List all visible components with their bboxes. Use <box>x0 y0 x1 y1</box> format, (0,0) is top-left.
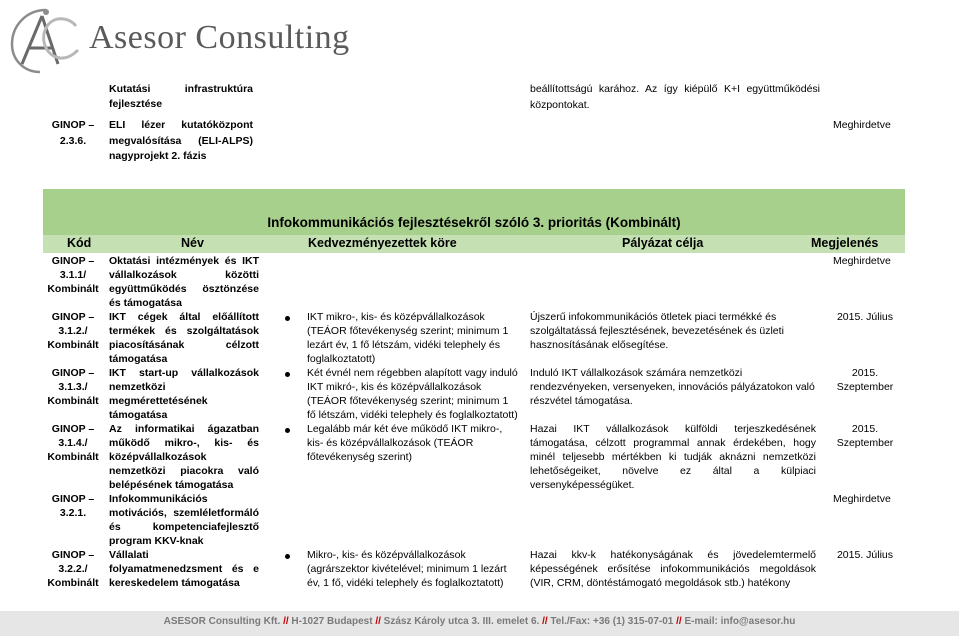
row-goal: beállítottságú karához. Az így kiépülő K+I együttműködési központokat. <box>530 83 820 111</box>
row-name: IKT start-up vállalkozások nemzetközi megmérettetésének támogatása <box>109 367 259 421</box>
footer-sep: // <box>542 616 548 627</box>
header-megj: Megjelenés <box>811 236 879 250</box>
footer-phone: Tel./Fax: +36 (1) 315-07-01 <box>550 616 674 627</box>
bullet-icon <box>285 372 290 377</box>
section-title-bar <box>43 189 905 235</box>
row-name: ELI lézer kutatóközpont megvalósítása (ELI-ALPS) nagyprojekt 2. fázis <box>109 119 253 162</box>
page-footer <box>0 611 959 636</box>
row-cel: Induló IKT vállalkozások számára nemzetközi rendezvényeken, versenyeken, innovációs pályázatokon való részvétel támogatása. <box>530 367 815 407</box>
row-name: Vállalati folyamatmenedzsment és e kereskedelem támogatása <box>109 549 259 589</box>
footer-sep: // <box>676 616 682 627</box>
row-code: GINOP – 3.1.4./ Kombinált <box>47 423 99 463</box>
row-megjelenes: 2015. Szeptember <box>836 367 894 393</box>
column-headers <box>43 235 905 253</box>
row-code: GINOP – 3.2.1. <box>51 493 95 519</box>
row-cel: Hazai IKT vállalkozások külföldi terjeszkedésének támogatása, célzott programmal annak érdekében, hogy minél teljesebb mértékben ki tudják aknázni nemzetközi lehetőségeiket, növelve ez által a külpiaci versenyképességüket. <box>530 423 816 491</box>
bullet-icon <box>285 428 290 433</box>
row-code: GINOP – 3.1.3./ Kombinált <box>47 367 99 407</box>
row-megjelenes: 2015. Július <box>836 311 894 323</box>
header-kedv: Kedvezményezettek köre <box>308 236 457 250</box>
header-kod: Kód <box>67 236 92 250</box>
row-megjelenes: Meghirdetve <box>833 493 891 505</box>
footer-sep: // <box>283 616 289 627</box>
section-title: Infokommunikációs fejlesztésekről szóló 3. prioritás (Kombinált) <box>267 215 681 230</box>
row-name-cont: fejlesztése <box>109 98 163 110</box>
footer-sep: // <box>375 616 381 627</box>
row-name: Oktatási intézmények és IKT vállalkozások közötti együttműködés ösztönzése és támogatása <box>109 255 259 309</box>
bullet-icon <box>285 316 290 321</box>
ac-monogram-icon <box>6 4 86 76</box>
footer-text <box>0 616 959 627</box>
row-code: GINOP – 3.2.2./ Kombinált <box>47 549 99 589</box>
row-megjelenes: 2015. Július <box>836 549 894 561</box>
row-megjelenes: 2015. Szeptember <box>836 423 894 449</box>
row-kedvezmenyezettek: Két évnél nem régebben alapított vagy induló IKT mikró-, kis és középvállalkozások (TEÁOR főtevékenység szerint; minimum 1 fő létszám, vidéki telephely és foglalkoztatott) <box>307 367 518 421</box>
row-megjelenes: Meghirdetve <box>833 255 891 267</box>
row-code: GINOP – 3.1.1/ Kombinált <box>47 255 99 295</box>
footer-email[interactable]: E-mail: info@asesor.hu <box>684 616 796 627</box>
status-badge: Meghirdetve <box>833 119 891 131</box>
program-table <box>43 253 905 598</box>
footer-company: ASESOR Consulting Kft. <box>163 616 281 627</box>
row-kedvezmenyezettek: IKT mikro-, kis- és középvállalkozások (TEÁOR főtevékenység szerint; minimum 1 lezárt év, 1 fő létszám, vidéki telephely és foglalkoztatott) <box>307 311 509 365</box>
header-cel: Pályázat célja <box>622 236 704 250</box>
row-name: Kutatási infrastruktúra <box>109 83 253 95</box>
row-name: Az informatikai ágazatban működő mikro-, kis- és középvállalkozások nemzetközi piacokra való belépésének támogatása <box>109 423 259 491</box>
bullet-icon <box>285 554 290 559</box>
row-code: GINOP – 2.3.6. <box>51 119 95 147</box>
row-name: Infokommunikációs motivációs, szemléletformáló és kompetenciafejlesztő program KKV-knak <box>109 493 259 547</box>
row-cel: Hazai kkv-k hatékonyságának és jövedelemtermelő képességének erősítése infokommunikációs megoldások (VIR, CRM, döntéstámogató megoldások stb.) hatékony <box>530 549 816 589</box>
row-cel: Újszerű infokommunikációs ötletek piaci termékké és szolgáltatássá fejlesztésének, bevezetésének és üzleti hasznosításának elősegítése. <box>530 311 784 351</box>
row-kedvezmenyezettek: Legalább már két éve működő IKT mikro-, kis- és középvállalkozások (TEÁOR főtevékenység szerint) <box>307 423 503 463</box>
header-nev: Név <box>181 236 204 250</box>
company-logo <box>6 4 350 76</box>
footer-address: H-1027 Budapest <box>291 616 373 627</box>
row-code: GINOP – 3.1.2./ Kombinált <box>47 311 99 351</box>
row-kedvezmenyezettek: Mikro-, kis- és középvállalkozások (agrárszektor kivételével; minimum 1 lezárt év, 1 fő, vidéki telephely és foglalkoztatott) <box>307 549 507 589</box>
footer-street: Szász Károly utca 3. III. emelet 6. <box>383 616 540 627</box>
logo-text: Asesor Consulting <box>89 19 350 56</box>
row-name: IKT cégek által előállított termékek és szolgáltatások piacosításának célzott támogatása <box>109 311 259 365</box>
previous-table-continuation <box>43 78 921 164</box>
